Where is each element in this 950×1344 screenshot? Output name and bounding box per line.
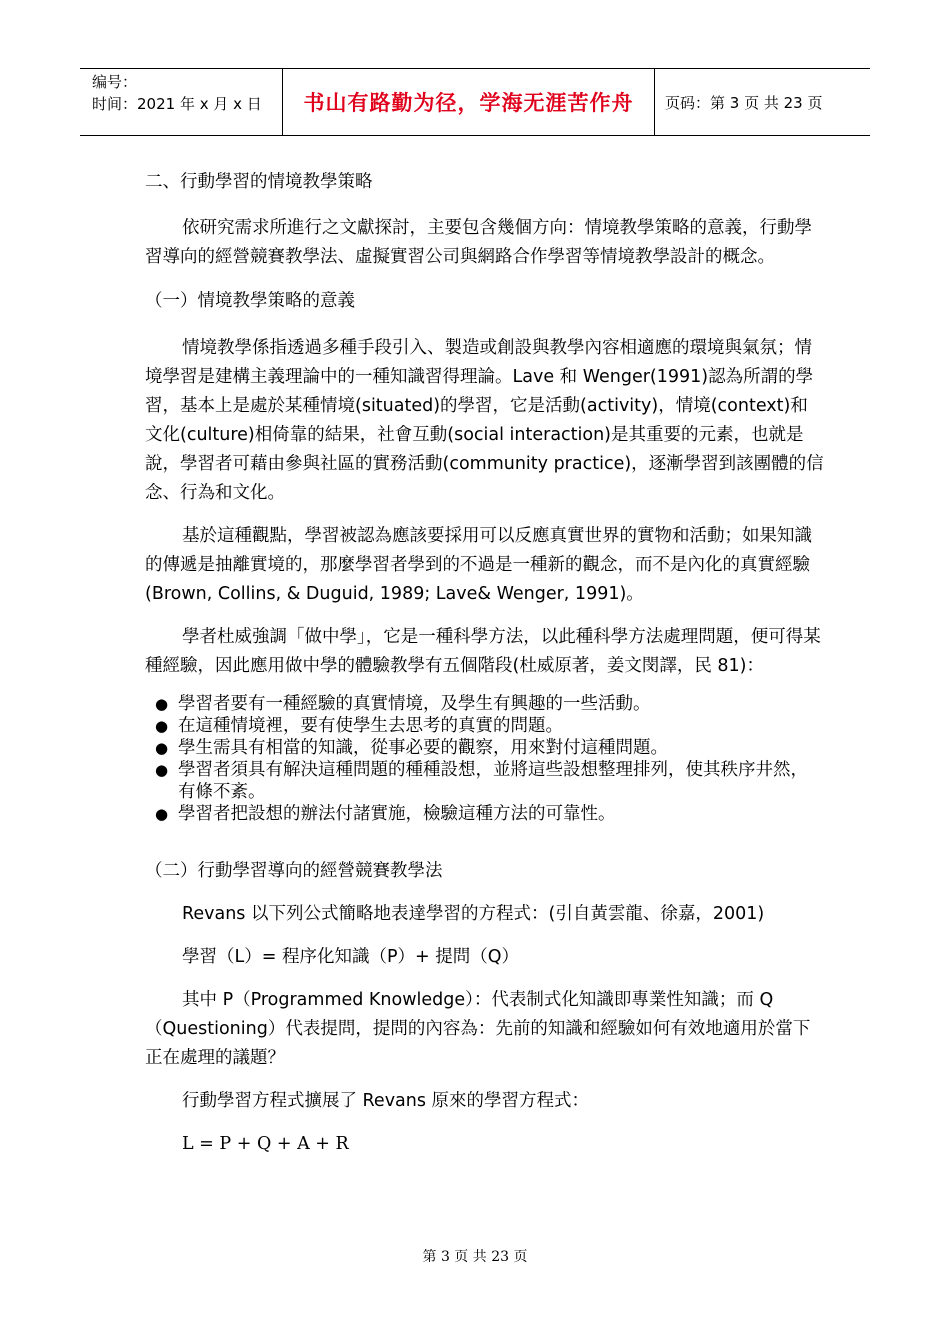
bullet-icon: ● [155, 738, 169, 757]
bullet-icon: ● [155, 760, 169, 779]
document-date: 时间：2021 年 x 月 x 日 [92, 95, 262, 113]
list-item: ● 學習者要有一種經驗的真實情境，及學生有興趣的一些活動。 [155, 693, 651, 714]
bullet-icon: ● [155, 804, 169, 823]
page-footer: 第 3 页 共 23 页 [422, 1249, 528, 1265]
document-body [145, 150, 825, 1159]
header-slogan: 书山有路勤为径，学海无涯苦作舟 [282, 69, 655, 135]
header-page-number: 页码：第 3 页 共 23 页 [665, 93, 823, 112]
list-item: ● 學習者須具有解決這種問題的種種設想，並將這些設想整理排列，使其秩序井然，有條不紊。 [155, 759, 808, 802]
subsection-title-1: （一）情境教學策略的意義 [145, 291, 355, 311]
bullet-icon: ● [155, 716, 169, 735]
paragraph-extension: 行動學習方程式擴展了 Revans 原來的學習方程式： [182, 1090, 590, 1111]
formula-learning: 學習（L）= 程序化知識（P）+ 提問（Q） [182, 946, 520, 967]
paragraph-pq-definition: 其中 P（Programmed Knowledge）：代表制式化知識即專業性知識；而 Q（Questioning）代表提問，提問的內容為：先前的知識和經驗如何有效地適用於當下正在處理的議題？ [145, 989, 811, 1068]
document-number: 编号： [92, 73, 138, 91]
formula-extended: L = P + Q + A + R [182, 1133, 349, 1154]
subsection-title-2: （二）行動學習導向的經營競賽教學法 [145, 860, 443, 881]
list-item: ● 學生需具有相當的知識，從事必要的觀察，用來對付這種問題。 [155, 737, 668, 758]
paragraph-revans: Revans 以下列公式簡略地表達學習的方程式：(引自黃雲龍、徐嘉，2001) [182, 903, 765, 924]
dewey-stages-list [145, 693, 825, 825]
list-item: ● 學習者把設想的辦法付諸實施，檢驗這種方法的可靠性。 [155, 803, 616, 824]
list-item: ● 在這種情境裡，要有使學生去思考的真實的問題。 [155, 715, 563, 736]
paragraph-real-world: 基於這種觀點，學習被認為應該要採用可以反應真實世界的實物和活動；如果知識的傳遞是抽離實境的，那麼學習者學到的不過是一種新的觀念，而不是內化的真實經驗(Brown, Collins, & Duguid, 1989; Lave& Wenger, 1991)。 [145, 525, 812, 604]
paragraph-situated-learning: 情境教學係指透過多種手段引入、製造或創設與教學內容相適應的環境與氣氛；情境學習是建構主義理論中的一種知識習得理論。Lave 和 Wenger(1991)認為所謂的學習，基本上是處於某種情境(situated)的學習，它是活動(activity)，情境(context)和文化(culture)相倚靠的結果，社會互動(social interaction)是其重要的元素，也就是說，學習者可藉由參與社區的實務活動(community practice)，逐漸學習到該團體的信念、行為和文化。 [145, 337, 824, 503]
page-header [80, 68, 870, 136]
header-meta [80, 69, 282, 135]
intro-paragraph: 依研究需求所進行之文獻探討，主要包含幾個方向：情境教學策略的意義，行動學習導向的經營競賽教學法、虛擬實習公司與網路合作學習等情境教學設計的概念。 [145, 218, 812, 267]
bullet-icon: ● [155, 694, 169, 713]
paragraph-dewey: 學者杜威強調「做中學」，它是一種科學方法，以此種科學方法處理問題，便可得某種經驗，因此應用做中學的體驗教學有五個階段(杜威原著，姜文閔譯，民 81)： [145, 626, 821, 676]
section-title: 二、行動學習的情境教學策略 [145, 171, 373, 192]
